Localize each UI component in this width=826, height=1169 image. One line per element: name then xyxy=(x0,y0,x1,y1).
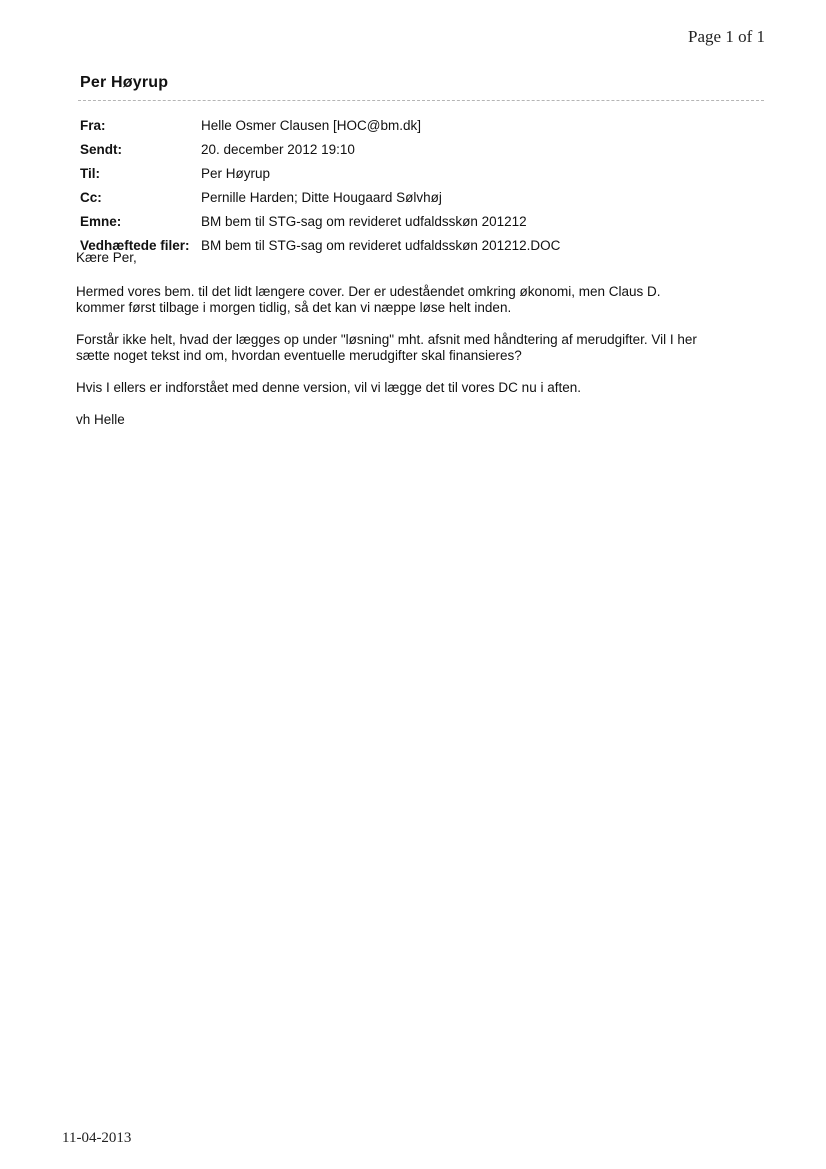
cc-value: Pernille Harden; Ditte Hougaard Sølvhøj xyxy=(201,189,442,205)
header-divider xyxy=(78,100,764,101)
email-body xyxy=(76,250,736,444)
to-value: Per Høyrup xyxy=(201,165,271,181)
from-label: Fra: xyxy=(80,117,106,133)
subject-row xyxy=(80,209,740,233)
sent-value: 20. december 2012 19:10 xyxy=(201,141,355,157)
subject-value: BM bem til STG-sag om revideret udfaldsskøn 201212 xyxy=(201,213,527,229)
sender-name: Per Høyrup xyxy=(80,74,169,91)
greeting: Kære Per, xyxy=(76,250,137,265)
subject-label: Emne: xyxy=(80,213,122,229)
attachments-label: Vedhæftede filer: xyxy=(80,237,190,253)
sent-label: Sendt: xyxy=(80,141,122,157)
footer-date: 11-04-2013 xyxy=(62,1130,132,1146)
body-paragraph: Hvis I ellers er indforstået med denne version, vil vi lægge det til vores DC nu i aften. xyxy=(76,380,581,395)
sent-row xyxy=(80,137,740,161)
body-paragraph: Hermed vores bem. til det lidt længere cover. Der er udeståendet omkring økonomi, men Claus D. kommer først tilbage i morgen tidlig, så det kan vi næppe løse helt inden. xyxy=(76,284,661,315)
signoff: vh Helle xyxy=(76,412,125,427)
to-row xyxy=(80,161,740,185)
cc-row xyxy=(80,185,740,209)
from-value: Helle Osmer Clausen [HOC@bm.dk] xyxy=(201,117,422,133)
to-label: Til: xyxy=(80,165,100,181)
from-row xyxy=(80,113,740,137)
cc-label: Cc: xyxy=(80,189,102,205)
body-paragraph: Forstår ikke helt, hvad der lægges op under "løsning" mht. afsnit med håndtering af merudgifter. Vil I her sætte noget tekst ind om, hvordan eventuelle merudgifter skal finansieres? xyxy=(76,332,697,363)
email-header-fields xyxy=(80,113,740,257)
page-number: Page 1 of 1 xyxy=(688,27,765,46)
attachments-value: BM bem til STG-sag om revideret udfaldsskøn 201212.DOC xyxy=(201,237,561,253)
